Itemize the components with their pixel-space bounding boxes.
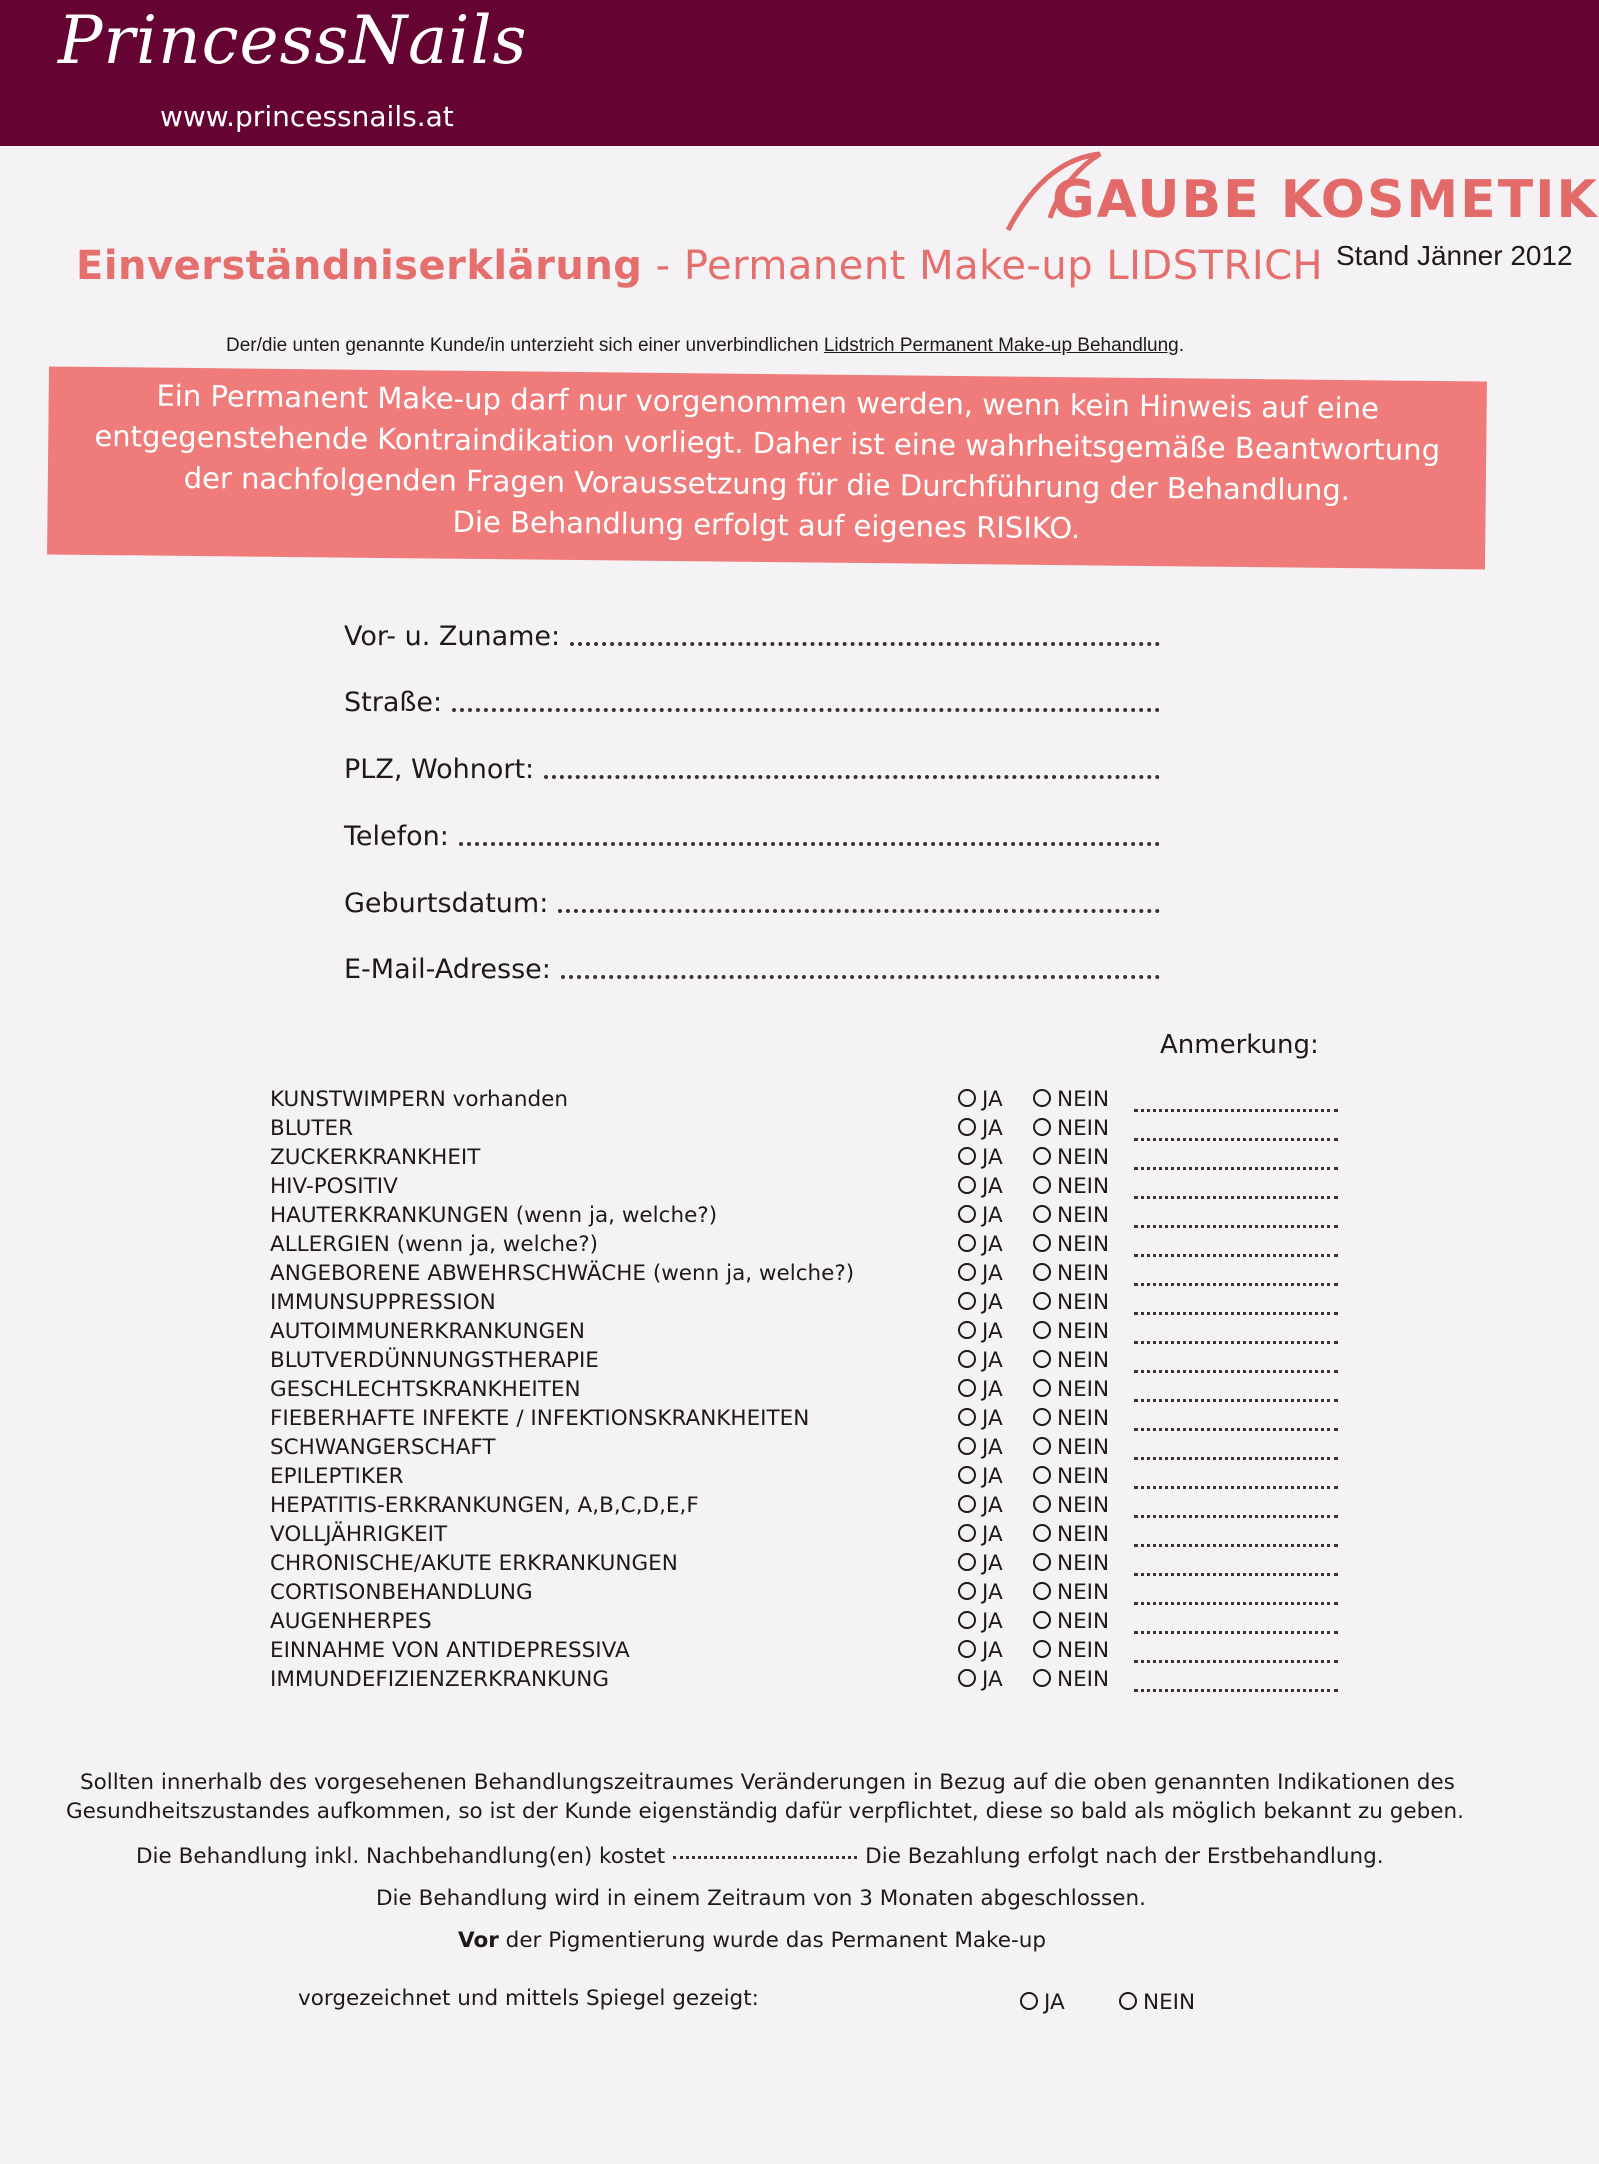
postcode-city-label: PLZ, Wohnort: [344, 754, 535, 785]
radio-circle-icon[interactable] [1033, 1263, 1051, 1281]
remark-field[interactable] [1134, 1689, 1338, 1692]
question-row [270, 1172, 1340, 1201]
no-option[interactable] [1033, 1435, 1109, 1460]
no-option-label: NEIN [1057, 1580, 1110, 1605]
notice-line-2: Gesundheitszustandes aufkommen, so ist der Kunde eigenständig dafür verpflichtet, diese so bald als möglich bekannt zu geben. [66, 1799, 1464, 1824]
radio-circle-icon[interactable] [1033, 1234, 1051, 1252]
radio-circle-icon[interactable] [1033, 1582, 1051, 1600]
radio-circle-icon[interactable] [958, 1408, 976, 1426]
yes-option[interactable] [958, 1116, 1003, 1141]
yes-option[interactable] [958, 1580, 1003, 1605]
yes-option[interactable] [958, 1551, 1003, 1576]
no-option[interactable] [1033, 1580, 1109, 1605]
remark-field[interactable] [1134, 1573, 1338, 1576]
radio-circle-icon[interactable] [958, 1292, 976, 1310]
gaube-logo-text: GAUBE KOSMETIK [1052, 170, 1599, 230]
question-label: BLUTER [270, 1116, 354, 1141]
radio-circle-icon[interactable] [958, 1582, 976, 1600]
remark-field[interactable] [1134, 1167, 1338, 1170]
no-option-label: NEIN [1057, 1406, 1110, 1431]
no-option[interactable] [1033, 1493, 1109, 1518]
yes-option-label: JA [982, 1580, 1003, 1605]
radio-circle-icon[interactable] [1033, 1611, 1051, 1629]
no-option-label: NEIN [1057, 1232, 1110, 1257]
final-no-option[interactable] [1119, 1990, 1195, 2015]
no-option-label: NEIN [1057, 1377, 1110, 1402]
no-option[interactable] [1033, 1348, 1109, 1373]
question-label: VOLLJÄHRIGKEIT [270, 1522, 448, 1547]
yes-option-label: JA [982, 1087, 1003, 1112]
stand-date: Stand Jänner 2012 [1336, 240, 1573, 271]
cost-field[interactable] [673, 1856, 857, 1859]
remark-field[interactable] [1134, 1602, 1338, 1605]
question-label: BLUTVERDÜNNUNGSTHERAPIE [270, 1348, 599, 1373]
yes-option[interactable] [958, 1203, 1003, 1228]
question-row [270, 1288, 1340, 1317]
intro-end: . [1178, 335, 1185, 356]
question-row [270, 1462, 1340, 1491]
radio-circle-icon[interactable] [1033, 1640, 1051, 1658]
yes-option[interactable] [958, 1377, 1003, 1402]
no-option-label: NEIN [1057, 1116, 1110, 1141]
radio-circle-icon[interactable] [958, 1466, 976, 1484]
yes-option-label: JA [982, 1377, 1003, 1402]
question-label: IMMUNDEFIZIENZERKRANKUNG [270, 1667, 610, 1692]
question-row [270, 1346, 1340, 1375]
radio-circle-icon[interactable] [958, 1553, 976, 1571]
email-line[interactable] [561, 975, 1160, 979]
question-label: HAUTERKRANKUNGEN (wenn ja, welche?) [270, 1203, 718, 1228]
question-label: ALLERGIEN (wenn ja, welche?) [270, 1232, 599, 1257]
period-line: Die Behandlung wird in einem Zeitraum von 3 Monaten abgeschlossen. [376, 1886, 1146, 1911]
yes-option[interactable] [958, 1145, 1003, 1170]
radio-circle-icon[interactable] [1033, 1379, 1051, 1397]
pigmentation-bold: Vor [458, 1928, 499, 1953]
no-option[interactable] [1033, 1203, 1109, 1228]
question-label: AUGENHERPES [270, 1609, 432, 1634]
warning-box [47, 366, 1487, 569]
remark-field[interactable] [1134, 1341, 1338, 1344]
brand-url[interactable]: www.princessnails.at [160, 100, 454, 133]
question-row [270, 1607, 1340, 1636]
intro-text: Der/die unten genannte Kunde/in unterzieht sich einer unverbindlichen [226, 335, 824, 356]
cost-before: Die Behandlung inkl. Nachbehandlung(en) kostet [136, 1844, 666, 1869]
yes-option-label: JA [982, 1522, 1003, 1547]
question-label: FIEBERHAFTE INFEKTE / INFEKTIONSKRANKHEITEN [270, 1406, 810, 1431]
radio-circle-icon[interactable] [958, 1147, 976, 1165]
no-option-label: NEIN [1057, 1319, 1110, 1344]
remark-field[interactable] [1134, 1109, 1338, 1112]
cost-line [136, 1844, 1384, 1869]
no-option-label: NEIN [1057, 1203, 1110, 1228]
no-option-label: NEIN [1057, 1087, 1110, 1112]
radio-circle-icon[interactable] [958, 1118, 976, 1136]
name-label: Vor- u. Zuname: [344, 621, 561, 652]
radio-circle-icon[interactable] [958, 1176, 976, 1194]
no-option[interactable] [1033, 1464, 1109, 1489]
question-row [270, 1317, 1340, 1346]
street-field[interactable] [344, 678, 1160, 718]
question-row [270, 1259, 1340, 1288]
radio-circle-icon[interactable] [1033, 1321, 1051, 1339]
radio-circle-icon[interactable] [1020, 1992, 1038, 2010]
yes-option-label: JA [982, 1435, 1003, 1460]
no-option-label: NEIN [1057, 1522, 1110, 1547]
no-option[interactable] [1033, 1261, 1109, 1286]
yes-option[interactable] [958, 1609, 1003, 1634]
yes-option[interactable] [958, 1667, 1003, 1692]
yes-option[interactable] [958, 1261, 1003, 1286]
question-row [270, 1404, 1340, 1433]
no-option-label: NEIN [1057, 1145, 1110, 1170]
warning-line: der nachfolgenden Fragen Voraussetzung für die Durchführung der Behandlung. [183, 460, 1351, 508]
radio-circle-icon[interactable] [1033, 1495, 1051, 1513]
radio-circle-icon[interactable] [958, 1437, 976, 1455]
email-label: E-Mail-Adresse: [344, 954, 551, 985]
question-row [270, 1143, 1340, 1172]
radio-circle-icon[interactable] [1033, 1176, 1051, 1194]
radio-circle-icon[interactable] [958, 1263, 976, 1281]
remark-field[interactable] [1134, 1138, 1338, 1141]
warning-line: entgegenstehende Kontraindikation vorliegt. Daher ist eine wahrheitsgemäße Beantwortung [94, 418, 1441, 468]
yes-option-label: JA [982, 1667, 1003, 1692]
yes-option-label: JA [982, 1464, 1003, 1489]
question-label: EINNAHME VON ANTIDEPRESSIVA [270, 1638, 630, 1663]
remark-field[interactable] [1134, 1399, 1338, 1402]
no-option[interactable] [1033, 1406, 1109, 1431]
radio-circle-icon[interactable] [1033, 1524, 1051, 1542]
question-row [270, 1636, 1340, 1665]
question-label: AUTOIMMUNERKRANKUNGEN [270, 1319, 585, 1344]
remark-field[interactable] [1134, 1254, 1338, 1257]
no-option[interactable] [1033, 1145, 1109, 1170]
radio-circle-icon[interactable] [958, 1669, 976, 1687]
radio-circle-icon[interactable] [958, 1321, 976, 1339]
remark-field[interactable] [1134, 1486, 1338, 1489]
yes-option-label: JA [982, 1493, 1003, 1518]
remark-field[interactable] [1134, 1370, 1338, 1373]
no-option-label: NEIN [1057, 1464, 1110, 1489]
name-line[interactable] [570, 642, 1160, 646]
remark-field[interactable] [1134, 1544, 1338, 1547]
warning-line: Ein Permanent Make-up darf nur vorgenommen werden, wenn kein Hinweis auf eine [156, 378, 1380, 426]
pigmentation-rest: der Pigmentierung wurde das Permanent Make-up [498, 1928, 1047, 1953]
radio-circle-icon[interactable] [1033, 1437, 1051, 1455]
no-option[interactable] [1033, 1290, 1109, 1315]
yes-option[interactable] [958, 1174, 1003, 1199]
remarks-heading: Anmerkung: [1160, 1030, 1319, 1060]
postcode-city-line[interactable] [544, 775, 1160, 779]
no-option[interactable] [1033, 1638, 1109, 1663]
postcode-city-field[interactable] [344, 745, 1160, 785]
radio-circle-icon[interactable] [958, 1350, 976, 1368]
question-label: KUNSTWIMPERN vorhanden [270, 1087, 568, 1112]
warning-line: Die Behandlung erfolgt auf eigenes RISIKO. [452, 504, 1081, 546]
radio-circle-icon[interactable] [958, 1234, 976, 1252]
radio-circle-icon[interactable] [958, 1205, 976, 1223]
yes-option-label: JA [982, 1145, 1003, 1170]
remark-field[interactable] [1134, 1428, 1338, 1431]
question-label: CORTISONBEHANDLUNG [270, 1580, 533, 1605]
radio-circle-icon[interactable] [1033, 1553, 1051, 1571]
title-main: Einverständniserklärung [76, 243, 643, 289]
question-label: HEPATITIS-ERKRANKUNGEN, A,B,C,D,E,F [270, 1493, 699, 1518]
question-row [270, 1375, 1340, 1404]
question-label: EPILEPTIKER [270, 1464, 404, 1489]
phone-field[interactable] [344, 812, 1160, 852]
brand-logo: PrincessNails [58, 2, 528, 79]
notice-line-1: Sollten innerhalb des vorgesehenen Behandlungszeitraumes Veränderungen in Bezug auf die oben genannten Indikationen des [80, 1770, 1455, 1795]
name-field[interactable] [344, 612, 1160, 652]
yes-option[interactable] [958, 1435, 1003, 1460]
no-option-label: NEIN [1057, 1174, 1110, 1199]
radio-circle-icon[interactable] [958, 1611, 976, 1629]
radio-circle-icon[interactable] [1033, 1292, 1051, 1310]
radio-circle-icon[interactable] [958, 1495, 976, 1513]
question-label: HIV-POSITIV [270, 1174, 398, 1199]
no-option[interactable] [1033, 1551, 1109, 1576]
yes-option[interactable] [958, 1522, 1003, 1547]
yes-option-label: JA [982, 1319, 1003, 1344]
street-line[interactable] [452, 708, 1160, 712]
no-option[interactable] [1033, 1667, 1109, 1692]
question-row [270, 1578, 1340, 1607]
yes-option-label: JA [982, 1174, 1003, 1199]
question-label: GESCHLECHTSKRANKHEITEN [270, 1377, 581, 1402]
street-label: Straße: [344, 687, 443, 718]
no-option-label: NEIN [1057, 1551, 1110, 1576]
yes-option-label: JA [982, 1609, 1003, 1634]
shown-line: vorgezeichnet und mittels Spiegel gezeigt: [298, 1986, 759, 2011]
question-row [270, 1433, 1340, 1462]
yes-option[interactable] [958, 1638, 1003, 1663]
radio-circle-icon[interactable] [1033, 1147, 1051, 1165]
final-yes-label: JA [1044, 1990, 1065, 2015]
radio-circle-icon[interactable] [1033, 1466, 1051, 1484]
question-label: IMMUNSUPPRESSION [270, 1290, 496, 1315]
question-row [270, 1201, 1340, 1230]
yes-option[interactable] [958, 1348, 1003, 1373]
document-title [76, 243, 1323, 289]
no-option-label: NEIN [1057, 1261, 1110, 1286]
remark-field[interactable] [1134, 1196, 1338, 1199]
phone-label: Telefon: [344, 821, 449, 852]
radio-circle-icon[interactable] [958, 1089, 976, 1107]
final-yes-option[interactable] [1020, 1990, 1065, 2015]
yes-option-label: JA [982, 1116, 1003, 1141]
header-band [0, 0, 1599, 146]
remark-field[interactable] [1134, 1660, 1338, 1663]
question-label: CHRONISCHE/AKUTE ERKRANKUNGEN [270, 1551, 678, 1576]
yes-option-label: JA [982, 1406, 1003, 1431]
radio-circle-icon[interactable] [1033, 1089, 1051, 1107]
yes-option[interactable] [958, 1406, 1003, 1431]
title-separator: - [642, 243, 684, 289]
radio-circle-icon[interactable] [1033, 1118, 1051, 1136]
yes-option[interactable] [958, 1087, 1003, 1112]
no-option-label: NEIN [1057, 1348, 1110, 1373]
pigmentation-line [458, 1928, 1046, 1953]
question-row [270, 1114, 1340, 1143]
remark-field[interactable] [1134, 1225, 1338, 1228]
yes-option-label: JA [982, 1551, 1003, 1576]
yes-option[interactable] [958, 1493, 1003, 1518]
remark-field[interactable] [1134, 1283, 1338, 1286]
question-label: ZUCKERKRANKHEIT [270, 1145, 481, 1170]
no-option[interactable] [1033, 1609, 1109, 1634]
yes-option-label: JA [982, 1203, 1003, 1228]
yes-option-label: JA [982, 1290, 1003, 1315]
radio-circle-icon[interactable] [1033, 1669, 1051, 1687]
remark-field[interactable] [1134, 1631, 1338, 1634]
intro-treatment: Lidstrich Permanent Make-up Behandlung [823, 335, 1179, 356]
yes-option-label: JA [982, 1261, 1003, 1286]
radio-circle-icon[interactable] [958, 1379, 976, 1397]
no-option[interactable] [1033, 1232, 1109, 1257]
no-option-label: NEIN [1057, 1638, 1110, 1663]
title-subtitle: Permanent Make-up LIDSTRICH [683, 243, 1324, 289]
no-option-label: NEIN [1057, 1609, 1110, 1634]
question-row [270, 1549, 1340, 1578]
radio-circle-icon[interactable] [1033, 1408, 1051, 1426]
no-option-label: NEIN [1057, 1290, 1110, 1315]
question-row [270, 1230, 1340, 1259]
no-option[interactable] [1033, 1522, 1109, 1547]
radio-circle-icon[interactable] [1033, 1205, 1051, 1223]
question-label: SCHWANGERSCHAFT [270, 1435, 496, 1460]
radio-circle-icon[interactable] [958, 1640, 976, 1658]
yes-option-label: JA [982, 1348, 1003, 1373]
no-option[interactable] [1033, 1087, 1109, 1112]
radio-circle-icon[interactable] [1119, 1992, 1137, 2010]
radio-circle-icon[interactable] [958, 1524, 976, 1542]
intro-sentence [226, 335, 1184, 357]
question-row [270, 1520, 1340, 1549]
yes-option[interactable] [958, 1290, 1003, 1315]
no-option[interactable] [1033, 1377, 1109, 1402]
yes-option[interactable] [958, 1232, 1003, 1257]
yes-option-label: JA [982, 1638, 1003, 1663]
cost-after: Die Bezahlung erfolgt nach der Erstbehandlung. [865, 1844, 1384, 1869]
question-label: ANGEBORENE ABWEHRSCHWÄCHE (wenn ja, welche?) [270, 1261, 855, 1286]
yes-option-label: JA [982, 1232, 1003, 1257]
question-row [270, 1665, 1340, 1694]
final-no-label: NEIN [1143, 1990, 1196, 2015]
yes-option[interactable] [958, 1464, 1003, 1489]
no-option[interactable] [1033, 1116, 1109, 1141]
no-option-label: NEIN [1057, 1493, 1110, 1518]
email-field[interactable] [344, 945, 1160, 985]
radio-circle-icon[interactable] [1033, 1350, 1051, 1368]
remark-field[interactable] [1134, 1515, 1338, 1518]
remark-field[interactable] [1134, 1457, 1338, 1460]
yes-option[interactable] [958, 1319, 1003, 1344]
phone-line[interactable] [459, 842, 1160, 846]
question-row [270, 1085, 1340, 1114]
no-option-label: NEIN [1057, 1667, 1110, 1692]
no-option[interactable] [1033, 1319, 1109, 1344]
birthdate-label: Geburtsdatum: [344, 888, 549, 919]
question-row [270, 1491, 1340, 1520]
birthdate-field[interactable] [344, 879, 1160, 919]
no-option[interactable] [1033, 1174, 1109, 1199]
remark-field[interactable] [1134, 1312, 1338, 1315]
no-option-label: NEIN [1057, 1435, 1110, 1460]
birthdate-line[interactable] [558, 909, 1160, 913]
